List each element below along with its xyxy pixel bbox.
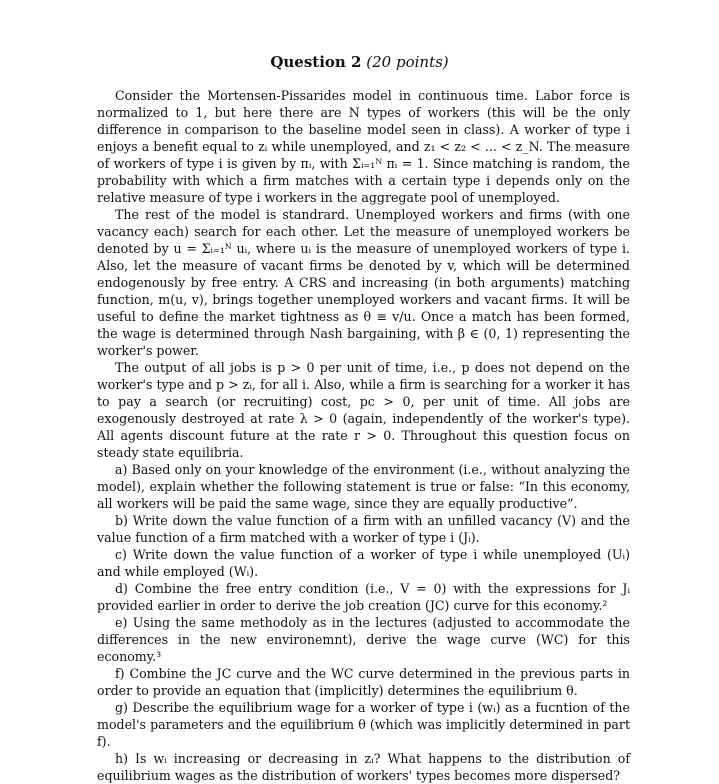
paragraph-model: The rest of the model is standrard. Unemployed workers and firms (with one vacancy each) search for each other. Let the measure of unemployed workers be denoted by u = Σᵢ₌₁ᴺ uᵢ, where uᵢ is the measure of unemployed workers of type i. Also, let the measure of vacant firms be denoted by v, which will be determined endogenously by free entry. A CRS and increasing (in both arguments) matching function, m(u, v), brings together unemployed workers and vacant firms. It will be useful to define the market tightness as θ ≡ v/u. Once a match has been formed, the wage is determined through Nash bargaining, with β ∈ (0, 1) representing the worker's power.	[97, 207, 630, 358]
part-c: c) Write down the value function of a worker of type i while unemployed (Uᵢ) and while employed (Wᵢ).	[97, 547, 630, 579]
question-heading: Question 2	[270, 53, 362, 71]
part-a: a) Based only on your knowledge of the environment (i.e., without analyzing the model), explain whether the following statement is true or false: “In this economy, all workers will be paid the same wage, since they are equally productive”.	[97, 462, 630, 511]
part-h: h) Is wᵢ increasing or decreasing in zᵢ? What happens to the distribution of equilibrium wages as the distribution of workers' types becomes more dispersed?	[97, 751, 630, 783]
question-points: (20 points)	[366, 53, 449, 71]
part-d: d) Combine the free entry condition (i.e., V = 0) with the expressions for Jᵢ provided earlier in order to derive the job creation (JC) curve for this economy.²	[97, 581, 630, 613]
question-body	[97, 87, 630, 784]
paragraph-intro: Consider the Mortensen-Pissarides model in continuous time. Labor force is normalized to 1, but here there are N types of workers (this will be the only difference in comparison to the baseline model seen in class). A worker of type i enjoys a benefit equal to zᵢ while unemployed, and z₁ < z₂ < ... < z_N. The measure of workers of type i is given by πᵢ, with Σᵢ₌₁ᴺ πᵢ = 1. Since matching is random, the probability with which a firm matches with a certain type i depends only on the relative measure of type i workers in the aggregate pool of unemployed.	[97, 88, 630, 205]
paragraph-output: The output of all jobs is p > 0 per unit of time, i.e., p does not depend on the worker's type and p > zᵢ, for all i. Also, while a firm is searching for a worker it has to pay a search (or recruiting) cost, pc > 0, per unit of time. All jobs are exogenously destroyed at rate λ > 0 (again, independently of the worker's type). All agents discount future at the rate r > 0. Throughout this question focus on steady state equilibria.	[97, 360, 630, 460]
part-g: g) Describe the equilibrium wage for a worker of type i (wᵢ) as a fucntion of the model's parameters and the equilibrium θ (which was implicitly determined in part f).	[97, 700, 630, 749]
question-title	[0, 52, 719, 72]
part-f: f) Combine the JC curve and the WC curve determined in the previous parts in order to provide an equation that (implicitly) determines the equilibrium θ.	[97, 666, 630, 698]
part-b: b) Write down the value function of a firm with an unfilled vacancy (V) and the value function of a firm matched with a worker of type i (Jᵢ).	[97, 513, 630, 545]
part-e: e) Using the same methodoly as in the lectures (adjusted to accommodate the differences in the new environemnt), derive the wage curve (WC) for this economy.³	[97, 615, 630, 664]
